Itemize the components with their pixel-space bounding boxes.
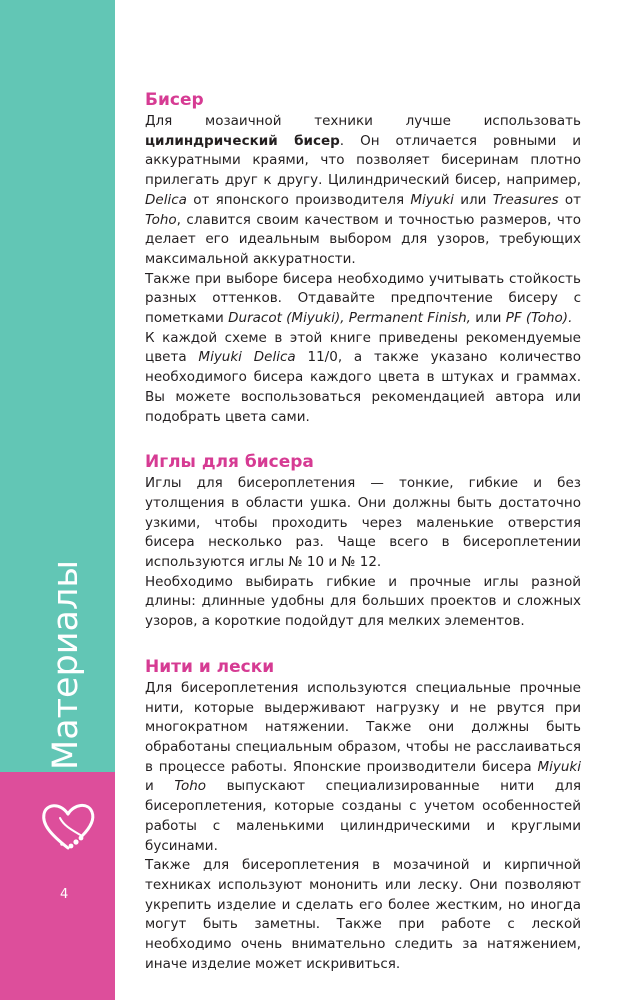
- paragraph: К каждой схеме в этой книге приведены рекомендуемые цвета Miyuki Delica 11/0, а также указано количество необходимого бисера каждого цвета в штуках и граммах. Вы можете воспользоваться рекомендацией автора или подобрать цвета сами.: [145, 329, 581, 425]
- paragraph: Иглы для бисероплетения — тонкие, гибкие и без утолщения в области ушка. Они должны быть достаточно узкими, чтобы проходить через маленькие отверстия бисера несколько раз. Чаще всего в бисероплетении используются иглы № 10 и № 12.: [145, 475, 581, 571]
- paragraph: Также при выборе бисера необходимо учитывать стойкость разных оттенков. Отдавайте предпочтение бисеру с пометками Duracot (Miyuki), Permanent Finish, или PF (Toho).: [145, 270, 581, 327]
- chapter-title: Материалы: [46, 560, 86, 770]
- paragraph: Необходимо выбирать гибкие и прочные иглы разной длины: длинные удобны для больших проектов и сложных узоров, а короткие подойдут для мелких элементов.: [145, 573, 581, 630]
- section-heading-threads: Нити и лески: [145, 656, 275, 677]
- section-heading-beads: Бисер: [145, 90, 204, 110]
- paragraph: Также для бисероплетения в мозачиной и кирпичной техниках используют мононить или леску. Они позволяют укрепить изделие и сделать его более жестким, но иногда могут быть заметны. Также при работе с леской необходимо очень внимательно следить за натяжением, иначе изделие может искривиться.: [145, 857, 581, 972]
- page-number: 4: [60, 887, 69, 902]
- heart-beads-icon: [38, 796, 98, 856]
- page-content: [145, 88, 581, 974]
- paragraph: Для бисероплетения используются специальные прочные нити, которые выдерживают нагрузку и не рвутся при многократном натяжении. Также они должны быть обработаны специальным образом, чтобы не расслаиваться в процессе работы. Японские производители бисера Miyuki и Toho выпускают специализированные нити для бисероплетения, которые созданы с учетом особенностей работы с маленькими цилиндрическими и круглыми бусинами.: [145, 679, 581, 854]
- section-heading-needles: Иглы для бисера: [145, 452, 314, 473]
- paragraph: Для мозаичной техники лучше использовать цилиндрический бисер. Он отличается ровными и аккуратными краями, что позволяет бисеринам плотно прилегать друг к другу. Цилиндрический бисер, например, Delica от японского производителя Miyuki или Treasures от Toho, славится своим качеством и точностью размеров, что делает его идеальным выбором для узоров, требующих максимальной аккуратности.: [145, 113, 581, 267]
